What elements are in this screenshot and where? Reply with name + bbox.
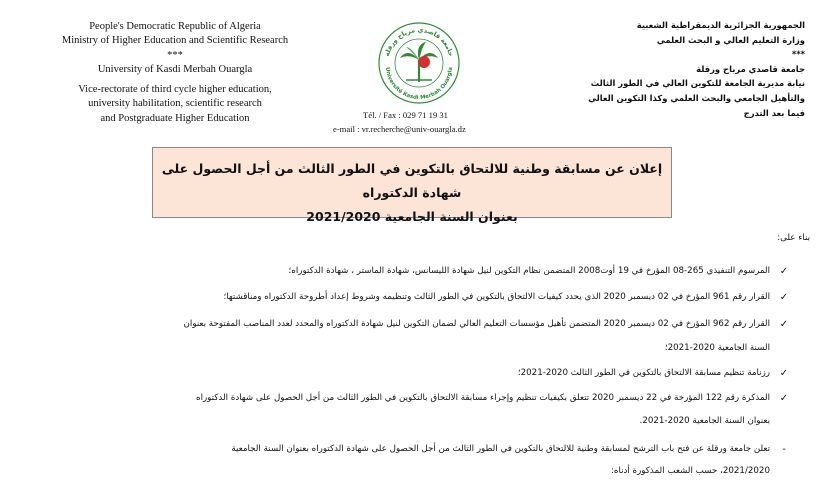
header-left-vicerectorate-2: university habilitation, scientific research	[88, 98, 262, 110]
header-right-ministry: وزارة التعليم العالي و البحث العلمي	[656, 34, 805, 45]
contact-email: e-mail : vr.recherche@univ-ouargla.dz	[333, 124, 466, 134]
header-right-vicerectorate-1: نيابة مديرية الجامعة للتكوين العالي في الطور الثالث	[590, 78, 805, 89]
announcement-title-line2: بعنوان السنة الجامعية 2021/2020	[306, 209, 518, 224]
header-left-university: University of Kasdi Merbah Ouargla	[97, 63, 253, 75]
svg-text:جامعة قاصدي مرباح ورقلة: جامعة قاصدي مرباح ورقلة	[382, 25, 456, 58]
header-left	[30, 20, 320, 126]
header-right-vicerectorate-3: فيما بعد التدرج	[743, 107, 805, 118]
list-item-text: القرار رقم 962 المؤرخ في 02 ديسمبر 2020 المتضمن تأهيل مؤسسات التعليم العالي لضمان التكوين لنيل شهادة الدكتوراه والمحدد لعدد المناصب المفتوحة بعنوان	[183, 319, 770, 329]
university-logo	[376, 20, 462, 106]
check-icon: ✓	[779, 319, 789, 330]
contact-block	[333, 108, 523, 136]
announcement-title-line1: إعلان عن مسابقة وطنية للالتحاق بالتكوين في الطور الثالث من أجل الحصول على شهادة الدكتوراه	[161, 161, 663, 200]
check-icon: ✓	[779, 266, 789, 277]
list-item-text-cont: السنة الجامعية 2020-2021؛	[664, 343, 770, 353]
list-item-text: رزنامة تنظيم مسابقة الالتحاق بالتكوين في الطور الثالث 2020-2021؛	[517, 368, 770, 378]
header-left-ministry: Ministry of Higher Education and Scientific Research	[61, 35, 289, 47]
list-item-text: المذكرة رقم 122 المؤرخة في 22 ديسمبر 2020 تتعلق بكيفيات تنظيم وإجراء مسابقة الالتحاق بالتكوين في الطور الثالث من أجل الحصول على شهادة الدكتوراه	[196, 393, 770, 403]
header-right-vicerectorate-2: والتأهيل الجامعي والبحث العلمي وكذا التكوين العالي	[588, 92, 805, 103]
header-left-vicerectorate-3: and Postgraduate Higher Education	[100, 112, 250, 124]
announcement-title	[152, 147, 672, 224]
header-right	[505, 18, 805, 120]
header-right-university: جامعة قاصدي مرباح ورقلة	[696, 63, 805, 74]
list-item-text: المرسوم التنفيذي 265-08 المؤرخ في 19 أوت2008 المتضمن نظام التكوين لنيل شهادة الليسانس، شهادة الماستر ، شهادة الدكتوراه؛	[288, 266, 770, 276]
check-icon: ✓	[779, 393, 789, 404]
university-seal-icon	[376, 20, 462, 106]
header-left-vicerectorate-1: Vice-rectorate of third cycle higher education,	[78, 84, 272, 96]
list-item-text: القرار رقم 961 المؤرخ في 02 ديسمبر 2020 الذي يحدد كيفيات الالتحاق بالتكوين في الطور الثالث وتنظيمه وشروط إعداد أطروحة الدكتوراه ومناقشتها؛	[223, 292, 770, 302]
contact-tel: Tél. / Fax : 029 71 19 31	[363, 110, 448, 120]
list-item-text-cont: بعنوان السنة الجامعية 2020-2021.	[639, 416, 770, 426]
body-intro: بناء على:	[777, 233, 810, 243]
dash-icon: -	[782, 444, 786, 455]
header-left-country: People's Democratic Republic of Algeria	[89, 21, 261, 32]
header-right-separator: ***	[791, 49, 805, 60]
svg-text:Université Kasdi Merbah Ouargl: Université Kasdi Merbah Ouargla	[383, 66, 455, 102]
list-item-text: تعلن جامعة ورقلة عن فتح باب الترشح لمسابقة وطنية للالتحاق بالتكوين في الطور الثالث من أجل الحصول على شهادة الدكتوراه بعنوان السنة الجامعية	[231, 444, 770, 454]
check-icon: ✓	[779, 368, 789, 379]
list-item-text-cont: 2021/2020، حسب الشعب المذكورة أدناه:	[610, 466, 770, 476]
header-right-country: الجمهورية الجزائرية الديمقراطية الشعبية	[636, 20, 805, 30]
check-icon: ✓	[779, 292, 789, 303]
header-left-separator: ***	[167, 49, 183, 61]
